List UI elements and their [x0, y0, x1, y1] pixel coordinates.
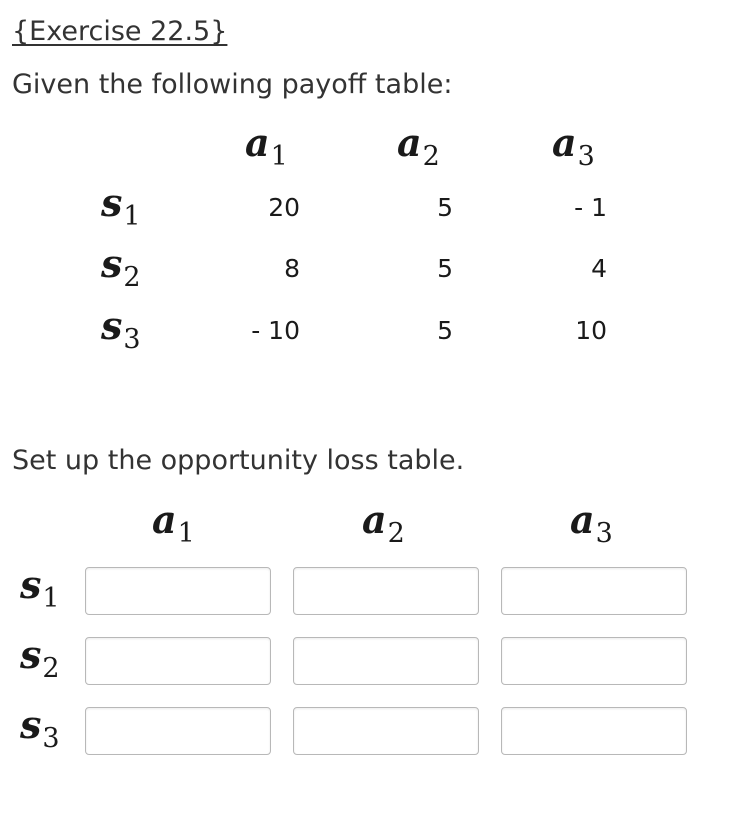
state-symbol: s	[20, 632, 42, 677]
state-subscript: 3	[123, 324, 141, 355]
loss-input-s1-a1[interactable]	[85, 567, 271, 615]
action-symbol: a	[552, 120, 577, 165]
state-symbol: s	[101, 241, 123, 286]
action-symbol: a	[570, 497, 595, 542]
action-symbol: a	[362, 497, 387, 542]
action-subscript: 1	[270, 141, 288, 172]
action-symbol: a	[245, 120, 270, 165]
payoff-cell-s1-a1: 20	[268, 193, 300, 222]
action-subscript: 2	[387, 518, 405, 549]
loss-input-s3-a1[interactable]	[85, 707, 271, 755]
loss-input-s3-a3[interactable]	[501, 707, 687, 755]
state-symbol: s	[20, 562, 42, 607]
loss-col-header-a2	[362, 497, 405, 549]
payoff-cell-s3-a2: 5	[437, 316, 453, 345]
exercise-link[interactable]: {Exercise 22.5}	[12, 16, 228, 47]
state-subscript: 2	[123, 262, 141, 293]
loss-input-s3-a2[interactable]	[293, 707, 479, 755]
payoff-cell-s1-a3: - 1	[574, 193, 607, 222]
loss-row-header-s1	[20, 562, 60, 614]
payoff-row-header-s3	[101, 303, 141, 355]
payoff-row-header-s1	[101, 180, 141, 232]
payoff-cell-s1-a2: 5	[437, 193, 453, 222]
state-subscript: 2	[42, 653, 60, 684]
payoff-cell-s2-a3: 4	[591, 254, 607, 283]
payoff-cell-s3-a3: 10	[575, 316, 607, 345]
payoff-prompt: Given the following payoff table:	[12, 69, 453, 100]
payoff-col-header-a3	[552, 120, 595, 172]
action-subscript: 2	[422, 141, 440, 172]
action-subscript: 3	[595, 518, 613, 549]
loss-prompt: Set up the opportunity loss table.	[12, 445, 465, 476]
state-subscript: 3	[42, 723, 60, 754]
loss-row-header-s3	[20, 702, 60, 754]
loss-input-s2-a3[interactable]	[501, 637, 687, 685]
state-symbol: s	[101, 303, 123, 348]
loss-input-s1-a2[interactable]	[293, 567, 479, 615]
loss-col-header-a1	[152, 497, 195, 549]
loss-input-s1-a3[interactable]	[501, 567, 687, 615]
loss-col-header-a3	[570, 497, 613, 549]
state-symbol: s	[101, 180, 123, 225]
action-subscript: 3	[577, 141, 595, 172]
loss-input-s2-a2[interactable]	[293, 637, 479, 685]
loss-row-header-s2	[20, 632, 60, 684]
payoff-cell-s2-a2: 5	[437, 254, 453, 283]
loss-input-s2-a1[interactable]	[85, 637, 271, 685]
action-symbol: a	[152, 497, 177, 542]
action-subscript: 1	[177, 518, 195, 549]
payoff-cell-s2-a1: 8	[284, 254, 300, 283]
payoff-col-header-a2	[397, 120, 440, 172]
payoff-row-header-s2	[101, 241, 141, 293]
payoff-cell-s3-a1: - 10	[251, 316, 300, 345]
action-symbol: a	[397, 120, 422, 165]
state-subscript: 1	[42, 583, 60, 614]
state-subscript: 1	[123, 201, 141, 232]
payoff-col-header-a1	[245, 120, 288, 172]
state-symbol: s	[20, 702, 42, 747]
